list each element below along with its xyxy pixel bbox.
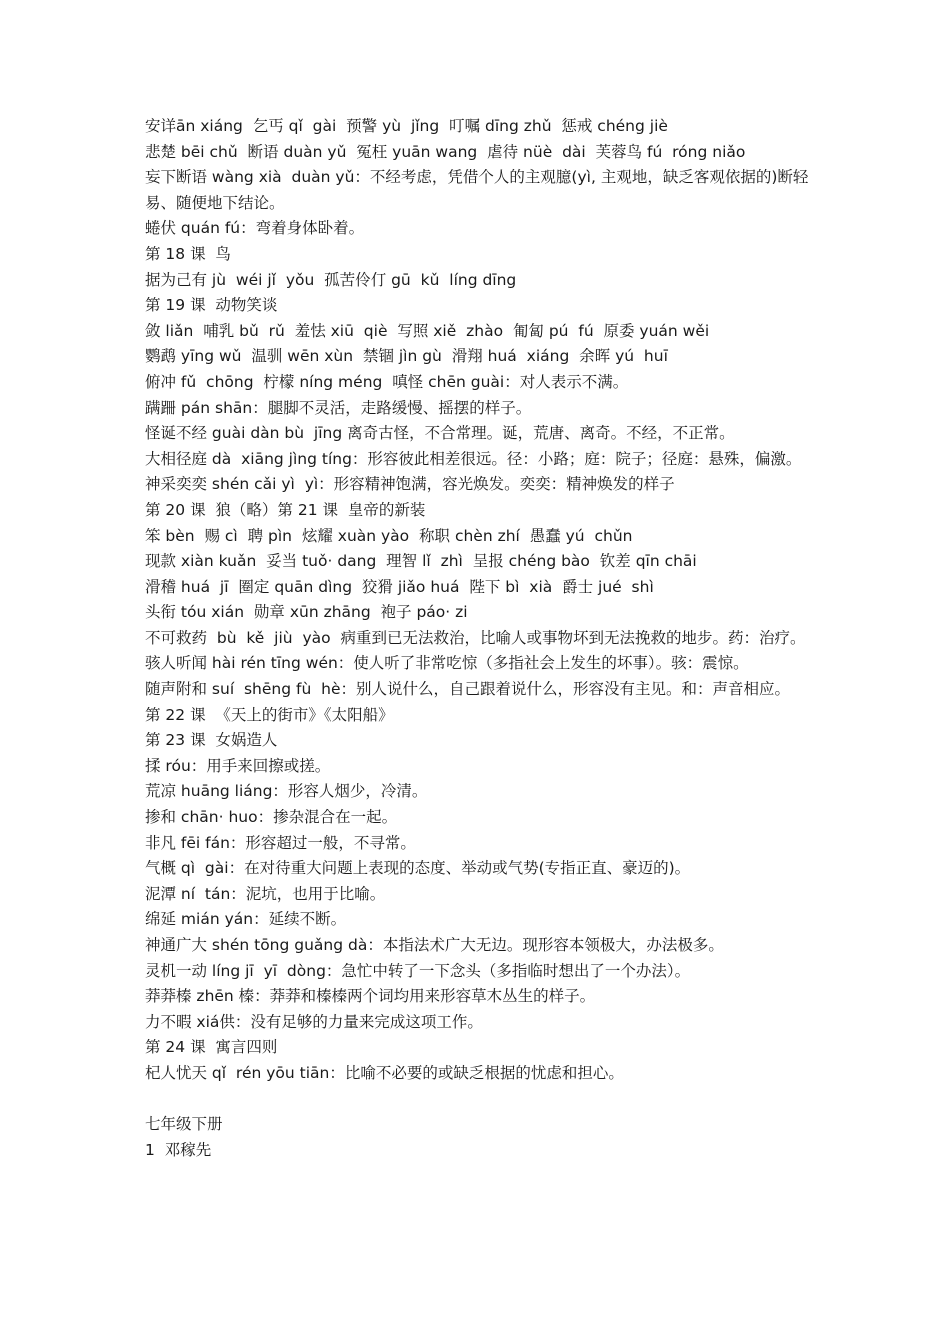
text-line: 莽莽榛 zhēn 榛：莽莽和榛榛两个词均用来形容草木丛生的样子。 — [145, 987, 596, 1006]
text-line: 蹒跚 pán shān：腿脚不灵活，走路缓慢、摇摆的样子。 — [145, 398, 532, 417]
text-line: 力不暇 xiá供：没有足够的力量来完成这项工作。 — [145, 1012, 483, 1031]
lesson-heading: 第 23 课 女娲造人 — [145, 731, 278, 750]
text-line: 悲楚 bēi chǔ 断语 duàn yǔ 冤枉 yuān wang 虐待 nüè dài 芙蓉鸟 fú róng niǎo — [145, 142, 746, 161]
text-line: 滑稽 huá jī 圈定 quān dìng 狡猾 jiǎo huá 陛下 bì xià 爵士 jué shì — [145, 577, 654, 596]
text-line: 揉 róu：用手来回擦或搓。 — [145, 756, 331, 775]
text-line: 怪诞不经 guài dàn bù jīng 离奇古怪，不合常理。诞，荒唐、离奇。不经，不正常。 — [145, 424, 735, 443]
lesson-heading: 第 22 课 《天上的街市》《太阳船》 — [145, 705, 394, 724]
text-line: 气概 qì gài：在对待重大问题上表现的态度、举动或气势(专指正直、豪迈的)。 — [145, 859, 691, 878]
section-title: 七年级下册 — [145, 1115, 223, 1134]
text-line: 杞人忧天 qǐ rén yōu tiān：比喻不必要的或缺乏根据的忧虑和担心。 — [145, 1063, 624, 1082]
text-line: 神通广大 shén tōng guǎng dà：本指法术广大无边。现形容本领极大，办法极多。 — [145, 936, 724, 954]
text-line: 荒凉 huāng liáng：形容人烟少，冷清。 — [145, 782, 428, 801]
text-line: 鹦鹉 yīng wǔ 温驯 wēn xùn 禁锢 jìn gù 滑翔 huá xiáng 余晖 yú huī — [145, 347, 668, 366]
text-line: 大相径庭 dà xiāng jìng tíng：形容彼此相差很远。径：小路；庭：院子；径庭：悬殊，偏激。 — [145, 449, 802, 468]
lesson-heading: 第 24 课 寓言四则 — [145, 1038, 278, 1057]
lesson-heading: 第 20 课 狼（略）第 21 课 皇帝的新装 — [145, 500, 426, 519]
text-line: 安详ān xiáng 乞丐 qǐ gài 预警 yù jǐng 叮嘱 dīng zhǔ 惩戒 chéng jiè — [145, 117, 668, 135]
text-line: 头衔 tóu xián 勋章 xūn zhāng 袍子 páo· zi — [145, 603, 468, 622]
text-line: 不可救药 bù kě jiù yào 病重到已无法救治，比喻人或事物坏到无法挽救的地步。药：治疗。 — [145, 628, 806, 647]
text-line: 敛 liǎn 哺乳 bǔ rǔ 羞怯 xiū qiè 写照 xiě zhào 匍匐 pú fú 原委 yuán wěi — [145, 321, 710, 340]
text-line: 随声附和 suí shēng fù hè：别人说什么，自己跟着说什么，形容没有主见。和：声音相应。 — [145, 680, 791, 699]
text-line: 妄下断语 wàng xià duàn yǔ：不经考虑，凭借个人的主观臆(yì, 主观地，缺乏客观依据的)断轻易、随便地下结论。 — [145, 168, 809, 212]
text-line: 笨 bèn 赐 cì 聘 pìn 炫耀 xuàn yào 称职 chèn zhí 愚蠢 yú chǔn — [145, 526, 633, 545]
text-line: 据为己有 jù wéi jǐ yǒu 孤苦伶仃 gū kǔ líng dīng — [145, 270, 517, 289]
text-line: 俯冲 fǔ chōng 柠檬 níng méng 嗔怪 chēn guài：对人表示不满。 — [145, 372, 629, 391]
document-body — [145, 114, 813, 1163]
text-line: 绵延 mián yán：延续不断。 — [145, 910, 347, 929]
text-line: 蜷伏 quán fú：弯着身体卧着。 — [145, 219, 365, 238]
blank-line — [145, 1087, 813, 1113]
text-line: 非凡 fēi fán：形容超过一般，不寻常。 — [145, 833, 416, 852]
text-line: 掺和 chān· huo：掺杂混合在一起。 — [145, 808, 398, 827]
lesson-heading: 1 邓稼先 — [145, 1140, 212, 1159]
text-line: 现款 xiàn kuǎn 妥当 tuǒ· dang 理智 lǐ zhì 呈报 chéng bào 钦差 qīn chāi — [145, 552, 697, 571]
lesson-heading: 第 19 课 动物笑谈 — [145, 296, 278, 315]
text-line: 泥潭 ní tán：泥坑，也用于比喻。 — [145, 884, 386, 903]
text-line: 灵机一动 líng jī yī dòng：急忙中转了一下念头（多指临时想出了一个办法）。 — [145, 961, 691, 980]
text-line: 神采奕奕 shén cǎi yì yì：形容精神饱满，容光焕发。奕奕：精神焕发的样子 — [145, 475, 675, 494]
text-line: 骇人听闻 hài rén tīng wén：使人听了非常吃惊（多指社会上发生的坏事）。骇：震惊。 — [145, 654, 749, 673]
lesson-heading: 第 18 课 鸟 — [145, 244, 231, 263]
